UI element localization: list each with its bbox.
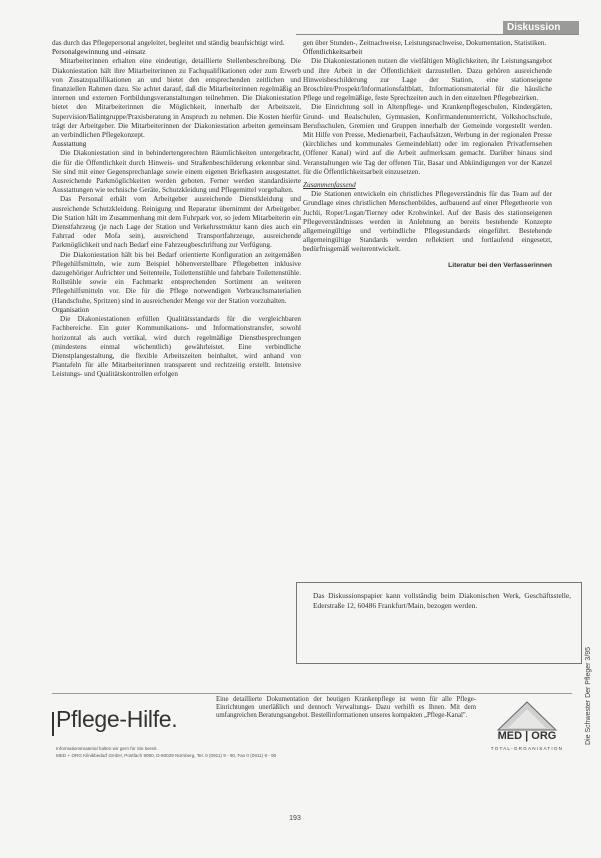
journal-side-label: Die Schwester Der Pfleger 3/95 [585, 646, 592, 745]
literature-note: Literatur bei den Verfasserinnen [448, 261, 552, 269]
section-heading: Öffentlichkeitsarbeit [303, 48, 363, 57]
header-rule [296, 34, 579, 35]
section-heading: Organisation [52, 305, 89, 314]
paragraph: gen über Stunden-, Zeitnachweise, Leistungsnachweise, Dokumentation, Statistiken. [303, 39, 547, 47]
paragraph: Die Diakoniestationen erfüllen Qualitätsstandards für die vergleichbaren Fachbereiche. Ein guter Kommunikations- und Informationstransfer, sowohl horizontal als auch vertikal, wird durch regelmäßige Dienstbesprechungen (mindestens einmal wöchentlich) gewährleistet. Eine verbindliche Dienstplangestaltung, die flexible Arbeitszeiten beinhaltet, wird anhand von Plantafeln für alle Mitarbeiterinnen transparent und rechtzeitig erstellt. Intensive Leistungs- und Qualitätskontrollen erfolgen [52, 315, 301, 379]
brand-name-right: ORG [531, 730, 557, 742]
brand-name [484, 730, 570, 742]
info-box [296, 582, 582, 664]
paragraph: Das Personal erhält vom Arbeitgeber ausreichende Dienstkleidung und ausreichende Schutzkleidung. Reinigung und Reparatur übernimmt der Arbeitgeber. Die Station hält im Zusammenhang mit dem Fuhrpark vor, so jedem Mitarbeiterin ein Dienstfahrzeug (je nach Lage der Station und Verkehrsstruktur kann dies auch ein Fahrrad oder Mofa sein), ausreichend Transportfahrzeuge, ausreichende Parkmöglichkeit und nach Bedarf eine Fahrzeugbeschriftung zur Verfügung. [52, 195, 301, 250]
page-number: 193 [289, 815, 301, 822]
brand-logo [484, 700, 570, 758]
paragraph: Die Stationen entwickeln ein christliches Pflegeverständnis für das Team auf der Grundlage eines christlichen Menschenbildes, aufbauend auf einer Pflegetheorie von Juchli, Roper/Logan/Tierney oder Krohwinkel. Auf der Basis des stationseigenen Pflegeverständnisses werden in Anlehnung an bereits bestehende Konzepte allgemeingültige und verbindliche Pflegestandards eingeführt. Bestehende allgemeingültige Standards werden reflektiert und fortlaufend eingesetzt, bedürfnisgemäß weiterentwickelt. [303, 190, 552, 254]
triangle-logo-icon [484, 700, 570, 732]
right-column [303, 39, 552, 270]
ad-footer-line: Informationsmaterial halten wir gern für Sie bereit. [56, 746, 158, 751]
paragraph: Mitarbeiterinnen erhalten eine eindeutige, detaillierte Stellenbeschreibung. Die Diakoniestation hält ihre Mitarbeiterinnen zu Fachqualifikationen oder zum Erwerb von Zusatzqualifikationen an und bietet den entsprechenden zeitlichen und finanziellen Rahmen dazu. Sie achtet darauf, daß die Mitarbeiterinnen regelmäßig an internen und externen Fortbildungsveranstaltungen teilnehmen. Die Diakoniestation bietet den Mitarbeiterinnen die Möglichkeit, innerhalb der Arbeitszeit, Supervision/Balintgruppe/Praxisberatung in Anspruch zu nehmen. Die Kosten hierfür trägt der Arbeitgeber. Die Mitarbeiterinnen der Diakoniestation arbeiten gemeinsam an verbindlichen Pflegekonzept. [52, 57, 301, 140]
ad-footer-line: MED + ORG Klinikbedarf GmbH, Postfach 9090, D-90029 Nürnberg, Tel. 0 (0911) 9 - 90, Fax 0 (0911) 9 - 90 [56, 753, 277, 758]
section-header: Diskussion [503, 21, 579, 35]
paragraph: Die Diakoniestation sind in behindertengerechten Räumlichkeiten untergebracht, die für die Öffentlichkeit durch Hinweis- und Straßenbeschilderung erkennbar sind. Sie sind mit einer Gegensprechanlage sowie einem eigenen Briefkasten ausgestattet. Ausreichende Parkmöglichkeiten werden geboten. Ferner werden standardisierte Ausstattungen wie technische Geräte, Schutzkleidung und Pflegemittel vorgehalten. [52, 149, 301, 195]
paragraph: Die Diakoniestationen nutzen die vielfältigen Möglichkeiten, ihr Leistungsangebot und ihre Arbeit in der Öffentlichkeit darzustellen. Dazu gehören ausreichende Hinweisbeschilderung zur Lage der Station, eine stationseigene Broschüre/Prospekt/Informationsfaltblatt, Informationsmaterial für die häusliche Pflege und regelmäßige, feste Sprechzeiten auch in den einzelnen Pflegebezirken. [303, 57, 552, 103]
logo-bar [52, 712, 54, 736]
paragraph: Die Einrichtung soll in Altenpflege- und Krankenpflegeschulen, Kindergärten, Grund- und Realschulen, Gymnasien, Konfirmandenunterricht, Volkshochschule, Berufsschulen, Gremien und Gruppen innerhalb der Gemeinde vorgestellt werden. Mit Hilfe von Presse, Medienarbeit, Fachaufsätzen, Werbung in der regionalen Presse (kirchliches und kommunales Gemeindeblatt) oder im regionalen Privatfernsehen (Offener Kanal) wird auf die Arbeit aufmerksam gemacht. Darüber hinaus sind Veranstaltungen wie Tag der offenen Tür, Basar und Abkündigungen vor der Kanzel für die Öffentlichkeitsarbeit einzusetzen. [303, 103, 552, 176]
section-heading: Personalgewinnung und -einsatz [52, 48, 146, 57]
brand-name-left: MED [497, 730, 523, 742]
brand-separator: | [522, 730, 532, 742]
ad-text: Eine detaillierte Dokumentation der heutigen Krankenpflege ist wenn für alle Pflege-Einrichtungen unerläßlich und dennoch Verwaltungs- Dazu verhilft es Ihnen. Mit dem umfangreichen Beratungsangebot. Bestellinformationen unseres kompakten „Pflege-Kanal". [216, 696, 476, 720]
brand-subtitle: TOTAL-ORGANISATION [490, 746, 564, 751]
paragraph: das durch das Pflegepersonal angeleitet, begleitet und ständig beaufsichtigt wird. [52, 39, 285, 47]
section-heading: Zusammenfassend [303, 181, 356, 190]
section-heading: Ausstattung [52, 140, 87, 149]
left-column [52, 39, 301, 380]
ad-logo: Pflege-Hilfe. [56, 706, 178, 732]
paragraph: Die Diakoniestation hält bis bei Bedarf orientierte Konfiguration an zeitgemäßen Pflegehilfsmitteln, wie zum Beispiel höhenverstellbare Pflegebetten inklusive dazugehöriger Aufrichter und Seitenteile, Toilettenstühle und fahrbare Toilettenstühle. Rollstühle sowie ein Fachmarkt entsprechenden Sortiment an weiteren Pflegehilfsmitteln vor. Die für die Pflege notwendigen Verbrauchsmaterialien (Handschuhe, Spritzen) sind in ausreichender Menge vor der Station vorzuhalten. [52, 250, 301, 305]
info-box-text: Das Diskussionspapier kann vollständig beim Diakonischen Werk, Geschäftsstelle, Ederstraße 12, 60486 Frankfurt/Main, bezogen werden. [313, 591, 571, 610]
advertisement [52, 693, 572, 762]
